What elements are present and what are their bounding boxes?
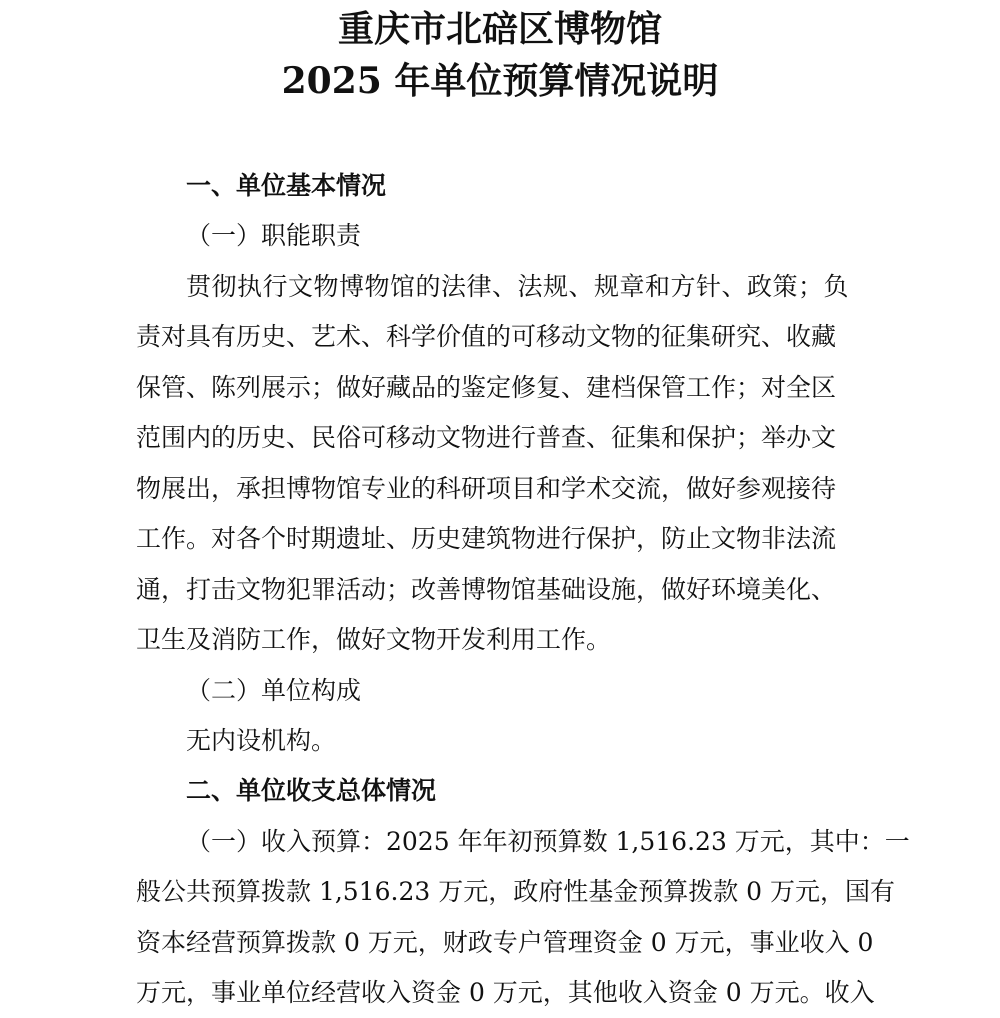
paragraph-line: 卫生及消防工作，做好文物开发利用工作。 xyxy=(136,625,612,654)
paragraph-line: 资本经营预算拨款 0 万元，财政专户管理资金 0 万元，事业收入 0 xyxy=(136,928,874,957)
paragraph-line: 物展出，承担博物馆专业的科研项目和学术交流，做好参观接待 xyxy=(136,474,837,503)
paragraph-line: 万元，事业单位经营收入资金 0 万元，其他收入资金 0 万元。收入 xyxy=(136,978,875,1007)
paragraph-line: （一）收入预算：2025 年年初预算数 1,516.23 万元，其中：一 xyxy=(186,827,910,856)
document-title-line-2: 2025 年单位预算情况说明 xyxy=(281,60,719,102)
section-1-sub-2-text: 无内设机构。 xyxy=(186,726,337,755)
section-1-heading: 一、单位基本情况 xyxy=(186,171,387,200)
paragraph-line: 工作。对各个时期遗址、历史建筑物进行保护，防止文物非法流 xyxy=(136,524,837,553)
paragraph-line: 保管、陈列展示；做好藏品的鉴定修复、建档保管工作；对全区 xyxy=(136,373,837,402)
section-1-subheading-2: （二）单位构成 xyxy=(186,676,362,705)
document-title-line-1: 重庆市北碚区博物馆 xyxy=(337,8,662,50)
section-2-heading: 二、单位收支总体情况 xyxy=(186,776,437,805)
section-1-subheading-1: （一）职能职责 xyxy=(186,221,362,250)
paragraph-line: 贯彻执行文物博物馆的法律、法规、规章和方针、政策；负 xyxy=(186,272,850,301)
paragraph-line: 范围内的历史、民俗可移动文物进行普查、征集和保护；举办文 xyxy=(136,423,837,452)
paragraph-line: 般公共预算拨款 1,516.23 万元，政府性基金预算拨款 0 万元，国有 xyxy=(136,877,896,906)
paragraph-line: 通，打击文物犯罪活动；改善博物馆基础设施，做好环境美化、 xyxy=(136,575,837,604)
paragraph-line: 责对具有历史、艺术、科学价值的可移动文物的征集研究、收藏 xyxy=(136,322,837,351)
